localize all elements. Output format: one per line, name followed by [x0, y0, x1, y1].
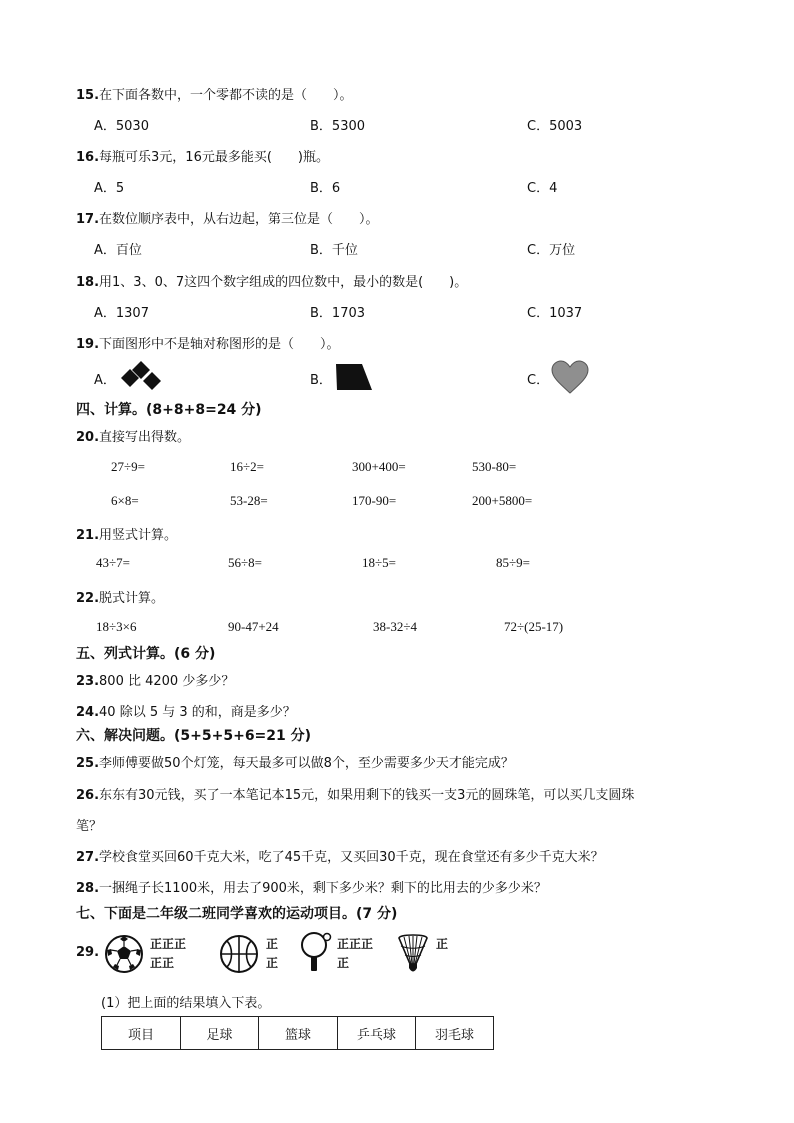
expression: 43÷7= — [96, 555, 130, 570]
section-title-6: 六、解决问题。(5+5+5+6=21 分) — [76, 728, 312, 744]
question-number: 20. — [76, 430, 100, 445]
tally-line: 正 — [266, 937, 279, 951]
question-28 — [76, 877, 547, 896]
diamonds-shape-icon — [118, 361, 164, 393]
question-number: 19. — [76, 337, 100, 352]
expression: 56÷8= — [228, 555, 262, 570]
section-title-7: 七、下面是二年级二班同学喜欢的运动项目。(7 分) — [76, 906, 398, 922]
result-table — [101, 1016, 494, 1050]
table-header-cell: 羽毛球 — [416, 1017, 494, 1050]
question-19 — [76, 333, 340, 352]
question-18 — [76, 271, 467, 290]
option-a: A．5 — [94, 181, 125, 196]
question-number: 21. — [76, 528, 100, 543]
tally-line: 正正正 — [337, 937, 374, 951]
table-header-cell: 项目 — [102, 1017, 181, 1050]
expression: 16÷2= — [230, 459, 264, 474]
option-c: C．4 — [527, 181, 558, 196]
option-a: A．百位 — [94, 243, 142, 258]
question-text: 在数位顺序表中，从右边起，第三位是（ ）。 — [99, 212, 379, 227]
question-number: 22. — [76, 591, 100, 606]
question-number: 16. — [76, 150, 100, 165]
question-text: 800 比 4200 少多少？ — [99, 674, 235, 689]
tally-line: 正 — [436, 937, 449, 951]
question-20 — [76, 426, 190, 445]
heart-shape-icon — [551, 361, 589, 395]
question-15 — [76, 84, 353, 103]
tally-line: 正 — [337, 956, 350, 970]
question-text: 用1、3、0、7这四个数字组成的四位数中，最小的数是( )。 — [99, 275, 468, 290]
question-24 — [76, 701, 296, 720]
tally-line: 正正正 — [150, 937, 187, 951]
question-number: 17. — [76, 212, 100, 227]
expression: 72÷(25-17) — [504, 619, 564, 634]
question-29 — [76, 945, 99, 960]
section-title-5: 五、列式计算。(6 分) — [76, 646, 216, 662]
table-header-cell: 足球 — [181, 1017, 259, 1050]
trapezoid-shape-icon — [334, 362, 374, 392]
basketball-tally — [266, 935, 278, 973]
question-number: 18. — [76, 275, 100, 290]
expression: 530-80= — [472, 459, 517, 474]
question-26 — [76, 784, 634, 803]
section-title-4: 四、计算。(8+8+8=24 分) — [76, 402, 262, 418]
question-text: 直接写出得数。 — [99, 430, 191, 445]
soccer-tally — [150, 935, 186, 973]
question-text: 在下面各数中，一个零都不读的是（ ）。 — [99, 88, 353, 103]
question-23 — [76, 670, 234, 689]
question-text: 每瓶可乐3元，16元最多能买( )瓶。 — [99, 150, 329, 165]
ping-pong-paddle-icon — [300, 932, 334, 974]
ping-pong-tally — [337, 935, 373, 973]
question-text: 40 除以 5 与 3 的和，商是多少？ — [99, 705, 296, 720]
question-text: 用竖式计算。 — [99, 528, 178, 543]
option-a: A．1307 — [94, 306, 149, 321]
badminton-tally — [436, 935, 448, 954]
expression: 300+400= — [352, 459, 406, 474]
expression: 53-28= — [230, 493, 268, 508]
expression: 6×8= — [111, 493, 139, 508]
option-a: A． — [94, 373, 116, 388]
question-number: 28. — [76, 881, 100, 896]
question-16 — [76, 146, 329, 165]
question-17 — [76, 208, 379, 227]
question-number: 27. — [76, 850, 100, 865]
question-text: 一捆绳子长1100米，用去了900米，剩下多少米？剩下的比用去的少多少米？ — [99, 881, 547, 896]
expression: 170-90= — [352, 493, 397, 508]
question-number: 24. — [76, 705, 100, 720]
soccer-ball-icon — [104, 934, 144, 974]
question-25 — [76, 752, 514, 771]
expression: 85÷9= — [496, 555, 530, 570]
expression: 18÷5= — [362, 555, 396, 570]
question-text: 脱式计算。 — [99, 591, 165, 606]
option-c: C． — [527, 373, 550, 388]
question-text: 东东有30元钱，买了一本笔记本15元，如果用剩下的钱买一支3元的圆珠笔，可以买几支圆珠 — [99, 788, 635, 803]
option-b: B．1703 — [310, 306, 366, 321]
tally-line: 正正 — [150, 956, 175, 970]
table-row — [102, 1017, 494, 1050]
question-27 — [76, 846, 604, 865]
expression: 18÷3×6 — [96, 619, 137, 634]
table-header-cell: 篮球 — [259, 1017, 338, 1050]
expression: 38-32÷4 — [373, 619, 417, 634]
option-b: B． — [310, 373, 332, 388]
expression: 90-47+24 — [228, 619, 279, 634]
question-text: 李师傅要做50个灯笼，每天最多可以做8个，至少需要多少天才能完成？ — [99, 756, 514, 771]
shuttlecock-icon — [396, 932, 430, 976]
option-c: C．1037 — [527, 306, 583, 321]
question-26-continued: 笔？ — [76, 819, 103, 834]
tally-line: 正 — [266, 956, 279, 970]
question-21 — [76, 524, 177, 543]
expression: 200+5800= — [472, 493, 533, 508]
question-text: 下面图形中不是轴对称图形的是（ ）。 — [99, 337, 340, 352]
question-number: 29. — [76, 945, 100, 960]
option-a: A．5030 — [94, 119, 149, 134]
option-b: B．5300 — [310, 119, 366, 134]
option-b: B．千位 — [310, 243, 358, 258]
question-number: 15. — [76, 88, 100, 103]
question-22 — [76, 587, 164, 606]
question-number: 26. — [76, 788, 100, 803]
expression: 27÷9= — [111, 459, 145, 474]
option-b: B．6 — [310, 181, 341, 196]
question-text: 学校食堂买回60千克大米，吃了45千克，又买回30千克，现在食堂还有多少千克大米？ — [99, 850, 604, 865]
question-number: 25. — [76, 756, 100, 771]
table-header-cell: 乒乓球 — [338, 1017, 416, 1050]
basketball-icon — [219, 934, 259, 974]
option-c: C．万位 — [527, 243, 576, 258]
question-number: 23. — [76, 674, 100, 689]
sub-question-1: (1）把上面的结果填入下表。 — [101, 996, 271, 1011]
option-c: C．5003 — [527, 119, 583, 134]
